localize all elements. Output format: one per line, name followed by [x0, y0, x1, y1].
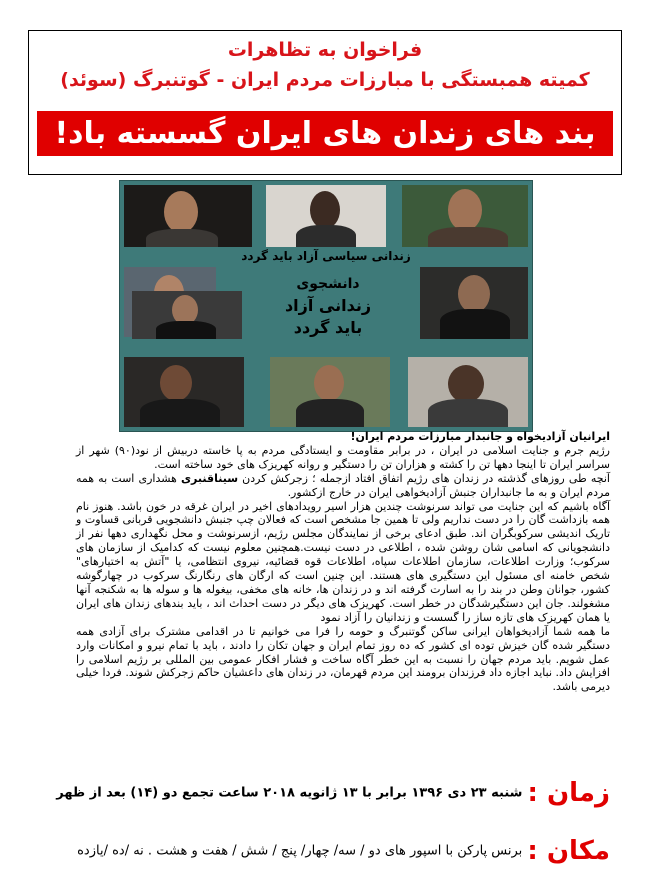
- slogan-banner: بند های زندان های ایران گسسته باد!: [37, 111, 613, 156]
- statement-paragraph: رژیم جرم و جنایت اسلامی در ایران ، در برابر مقاومت و ایستادگی مردم به پا خاسته دربیش از نود(۹۰) شهر از سراسر ایران تا اینجا دهها تن را کشته و هزاران تن را دستگیر و روانه کهریزک های خود ساخته است.: [76, 443, 610, 471]
- header-subtitle: کمیته همبستگی با مبارزات مردم ایران - گوتنبرگ (سوئد): [60, 69, 590, 91]
- header-title: فراخوان به تظاهرات: [227, 39, 423, 61]
- event-time: [56, 778, 610, 808]
- collage-caption-center: [248, 273, 408, 339]
- place-value: برنس پارکن با اسپور های دو / سه/ چهار/ پنج / شش / هفت و هشت . نه /ده /یازده: [77, 843, 523, 859]
- statement-paragraph: آگاه باشیم که این جنایت می تواند سرنوشت چندین هزار اسیر رویدادهای اخیر در ایران غرقه در خون باشد. هنوز نام همه بازداشت گان را در دست نداریم ولی تا همین جا مشخص است که فعالان چپ جنبش دانشجویی قربانی قساوت و تاریک اندیشی سرکوبگران اند. طبق ادعای برخی از نمایندگان مجلس رژیم، ازسرنوشت و محل نگهداری دهها نفر از دانشجویانی که اسامی شان روشن شده ، اطلاعی در دست نیست.همچنین معلوم نیست که کدامیک از سازمان های سرکوب؛ وزارت اطلاعات، سازمان اطلاعات سپاه، اطلاعات قوه قضائیه، نیروی انتظامی، یا "آتش به اختیارهای" شخص خامنه ای مسئول این دستگیری های هستند. این چنین است که ارگان های رنگارنگ سرکوب در چهارگوشه کشور، جوانان وطن در بند را به اسارت گرفته اند و در زندان ها، خانه های مخفی، بیغوله ها و سوله ها به شکنجه آنها مشغولند. جان این دستگیرشدگان در خطر است. کهریزک های دیگر در دست احداث اند ، باید بندهای زندان های ایران یا همان کهریزک های تازه ساز را گسست و زندانیان را آزاد نمود: [76, 499, 610, 624]
- statement-text: هشداری است به همه مردم ایران و به ما جانبداران جنبش آزادیخواهی ایران در خارج ازکشور.: [76, 471, 610, 499]
- time-value: شنبه ۲۳ دی ۱۳۹۶ برابر با ۱۳ ژانویه ۲۰۱۸ ساعت تجمع دو (۱۴) بعد از ظهر: [56, 785, 523, 801]
- prisoner-photo: [266, 185, 386, 247]
- prisoner-photo: [408, 357, 528, 427]
- victim-first-name: سینا: [214, 471, 239, 485]
- prisoner-photo: [124, 357, 244, 427]
- prisoner-photo: [124, 185, 252, 247]
- time-label: زمان :: [527, 778, 610, 808]
- collage-caption-line: زندانی آزاد: [284, 296, 372, 315]
- statement-body: [76, 430, 610, 694]
- statement-paragraph: ما همه شما آزادیخواهان ایرانی ساکن گوتنبرگ و حومه را فرا می خوانیم تا در اقدامی مشترک برای آزادی همه دستگیر شده گان خیزش توده ای کشور که ده روز تمام ایران و جهان تکان را دادند ، باید با تمام نیرو و امکانات وارد عمل شویم. باید مردم جهان را نسبت به این خطر آگاه ساخت و فشار افکار عمومی بین المللی بر رژیم اسلامی را افزایش داد. نباید اجازه داد فرزندان برومند این مردم قهرمان، در زندان های داعشیان حاکم زجرکش شوند. فردا خیلی دیرمی باشد.: [76, 624, 610, 694]
- prisoner-photo: [420, 267, 528, 339]
- prisoner-photo: [132, 291, 242, 339]
- statement-greeting: ایرانیان آزادیخواه و جانبدار مبارزات مردم ایران!: [350, 430, 610, 443]
- statement-paragraph: [76, 472, 610, 500]
- prisoner-photo: [402, 185, 528, 247]
- statement-text: آنچه طی روزهای گذشته در زندان های رژیم اتفاق افتاد ازجمله ؛ زجرکش کردن: [238, 471, 610, 485]
- place-label: مکان :: [527, 836, 610, 866]
- collage-caption-line: باید گردد: [293, 318, 363, 337]
- prisoner-photo: [270, 357, 390, 427]
- event-place: [77, 836, 610, 866]
- header-box: [28, 30, 622, 175]
- collage-caption-line: دانشجوی: [296, 276, 360, 292]
- victim-last-name: قنبری: [180, 471, 215, 485]
- collage-caption-top: زندانی سیاسی آزاد باید گردد: [241, 249, 411, 263]
- prisoner-photo-collage: [119, 180, 533, 432]
